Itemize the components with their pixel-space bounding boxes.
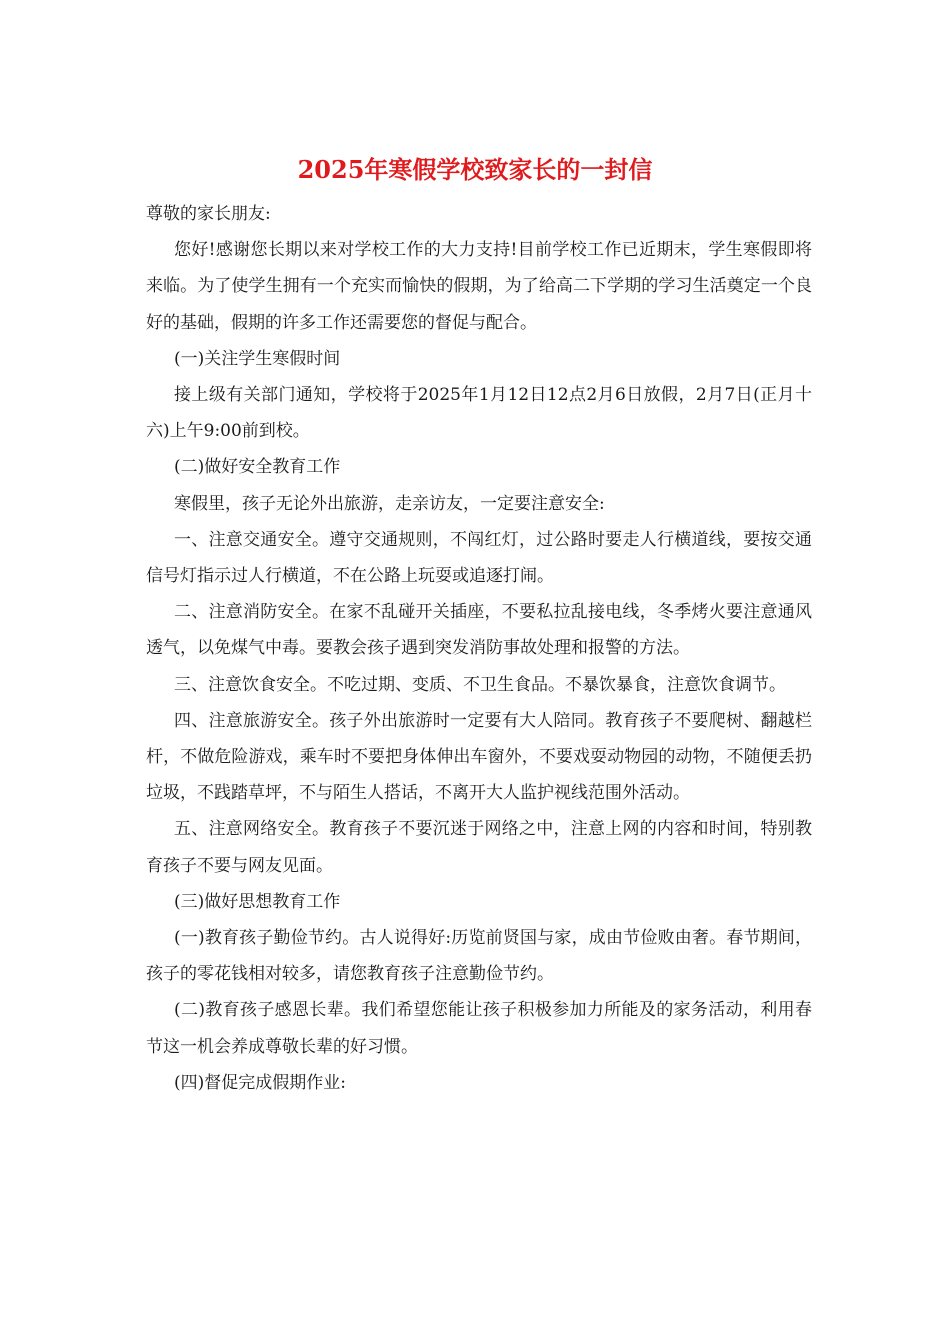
- paragraph-food-safety: 三、注意饮食安全。不吃过期、变质、不卫生食品。不暴饮暴食，注意饮食调节。: [174, 674, 786, 695]
- paragraph-travel-safety: 四、注意旅游安全。孩子外出旅游时一定要有大人陪同。教育孩子不要爬树、翻越栏杆，不做危险游戏，乘车时不要把身体伸出车窗外，不要戏耍动物园的动物，不随便丢扔垃圾，不践踏草坪，不与陌生人搭话，不离开大人监护视线范围外活动。: [146, 710, 812, 804]
- section-heading-moral-education: (三)做好思想教育工作: [174, 891, 341, 912]
- document-title: 2025年寒假学校致家长的一封信: [297, 155, 653, 184]
- section-heading-holiday-time: (一)关注学生寒假时间: [174, 348, 341, 369]
- paragraph-intro: 您好!感谢您长期以来对学校工作的大力支持!目前学校工作已近期末，学生寒假即将来临。为了使学生拥有一个充实而愉快的假期，为了给高二下学期的学习生活奠定一个良好的基础，假期的许多工作还需要您的督促与配合。: [146, 240, 812, 333]
- paragraph-safety-intro: 寒假里，孩子无论外出旅游，走亲访友，一定要注意安全:: [174, 493, 605, 514]
- salutation: 尊敬的家长朋友:: [146, 204, 271, 224]
- paragraph-fire-safety: 二、注意消防安全。在家不乱碰开关插座，不要私拉乱接电线，冬季烤火要注意通风透气，以免煤气中毒。要教会孩子遇到突发消防事故处理和报警的方法。: [146, 602, 812, 659]
- paragraph-thrift: (一)教育孩子勤俭节约。古人说得好:历览前贤国与家，成由节俭败由奢。春节期间，孩子的零花钱相对较多，请您教育孩子注意勤俭节约。: [146, 928, 812, 985]
- paragraph-internet-safety: 五、注意网络安全。教育孩子不要沉迷于网络之中，注意上网的内容和时间，特别教育孩子不要与网友见面。: [146, 819, 812, 876]
- letter-body: [146, 196, 812, 1101]
- paragraph-holiday-dates: 接上级有关部门通知，学校将于2025年1月12日12点2月6日放假，2月7日(正月十六)上午9:00前到校。: [146, 385, 812, 442]
- paragraph-gratitude: (二)教育孩子感恩长辈。我们希望您能让孩子积极参加力所能及的家务活动，利用春节这一机会养成尊敬长辈的好习惯。: [146, 1000, 812, 1057]
- section-heading-homework: (四)督促完成假期作业:: [174, 1072, 346, 1093]
- section-heading-safety: (二)做好安全教育工作: [174, 457, 341, 478]
- paragraph-traffic-safety: 一、注意交通安全。遵守交通规则，不闯红灯，过公路时要走人行横道线，要按交通信号灯指示过人行横道，不在公路上玩耍或追逐打闹。: [146, 529, 812, 587]
